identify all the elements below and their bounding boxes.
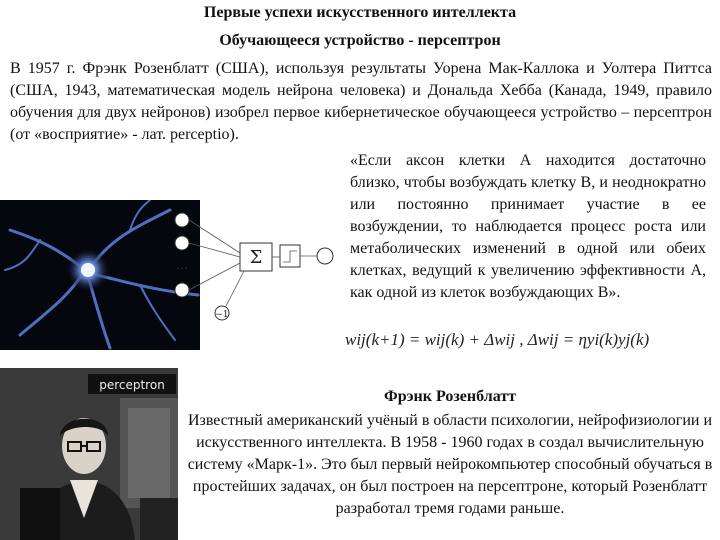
perceptron-sign-text: perceptron — [99, 378, 165, 392]
perceptron-diagram — [170, 205, 340, 330]
bias-label: −1 — [215, 310, 229, 320]
sum-symbol: Σ — [249, 247, 263, 268]
hebb-quote: «Если аксон клетки А находится достаточно близко, чтобы возбуждать клетку В, и неоднократно или постоянно принимает участие в ее возбуждении, то наблюдается процесс роста или метаболических изменений в одной или обеих клетках, ведущий к увеличению эффективности А, как одной из клеток возбуждающих В». — [350, 152, 706, 301]
rosenblatt-photo — [0, 368, 178, 540]
bio-name: Фрэнк Розенблатт — [384, 388, 516, 405]
ellipsis: … — [176, 258, 188, 272]
output-node — [317, 248, 333, 264]
learning-formula: wij(k+1) = wij(k) + Δwij , Δwij = ηyi(k)yj(k) — [345, 330, 650, 349]
input-node — [175, 283, 189, 297]
input-node — [175, 213, 189, 227]
page-subtitle: Обучающееся устройство - персептрон — [219, 32, 501, 49]
input-node — [175, 236, 189, 250]
intro-paragraph: В 1957 г. Фрэнк Розенблатт (США), используя результаты Уорена Мак-Каллока и Уолтера Питтса (США, 1943, математическая модель нейрона человека) и Дональда Хебба (Канада, 1949, правило обучения для двух нейронов) изобрел первое кибернетическое обучающееся устройство – персептрон (от «восприятие» - лат. perceptio). — [10, 60, 712, 143]
bio-text: Известный американский учёный в области психологии, нейрофизиологии и искусственного интеллекта. В 1958 - 1960 годах в создал вычислительную систему «Марк-1». Это был первый нейрокомпьютер способный обучаться в простейших задачах, он был построен на персептроне, который Розенблатт разработал тремя годами раньше. — [187, 412, 713, 517]
page-title: Первые успехи искусственного интеллекта — [203, 4, 517, 21]
